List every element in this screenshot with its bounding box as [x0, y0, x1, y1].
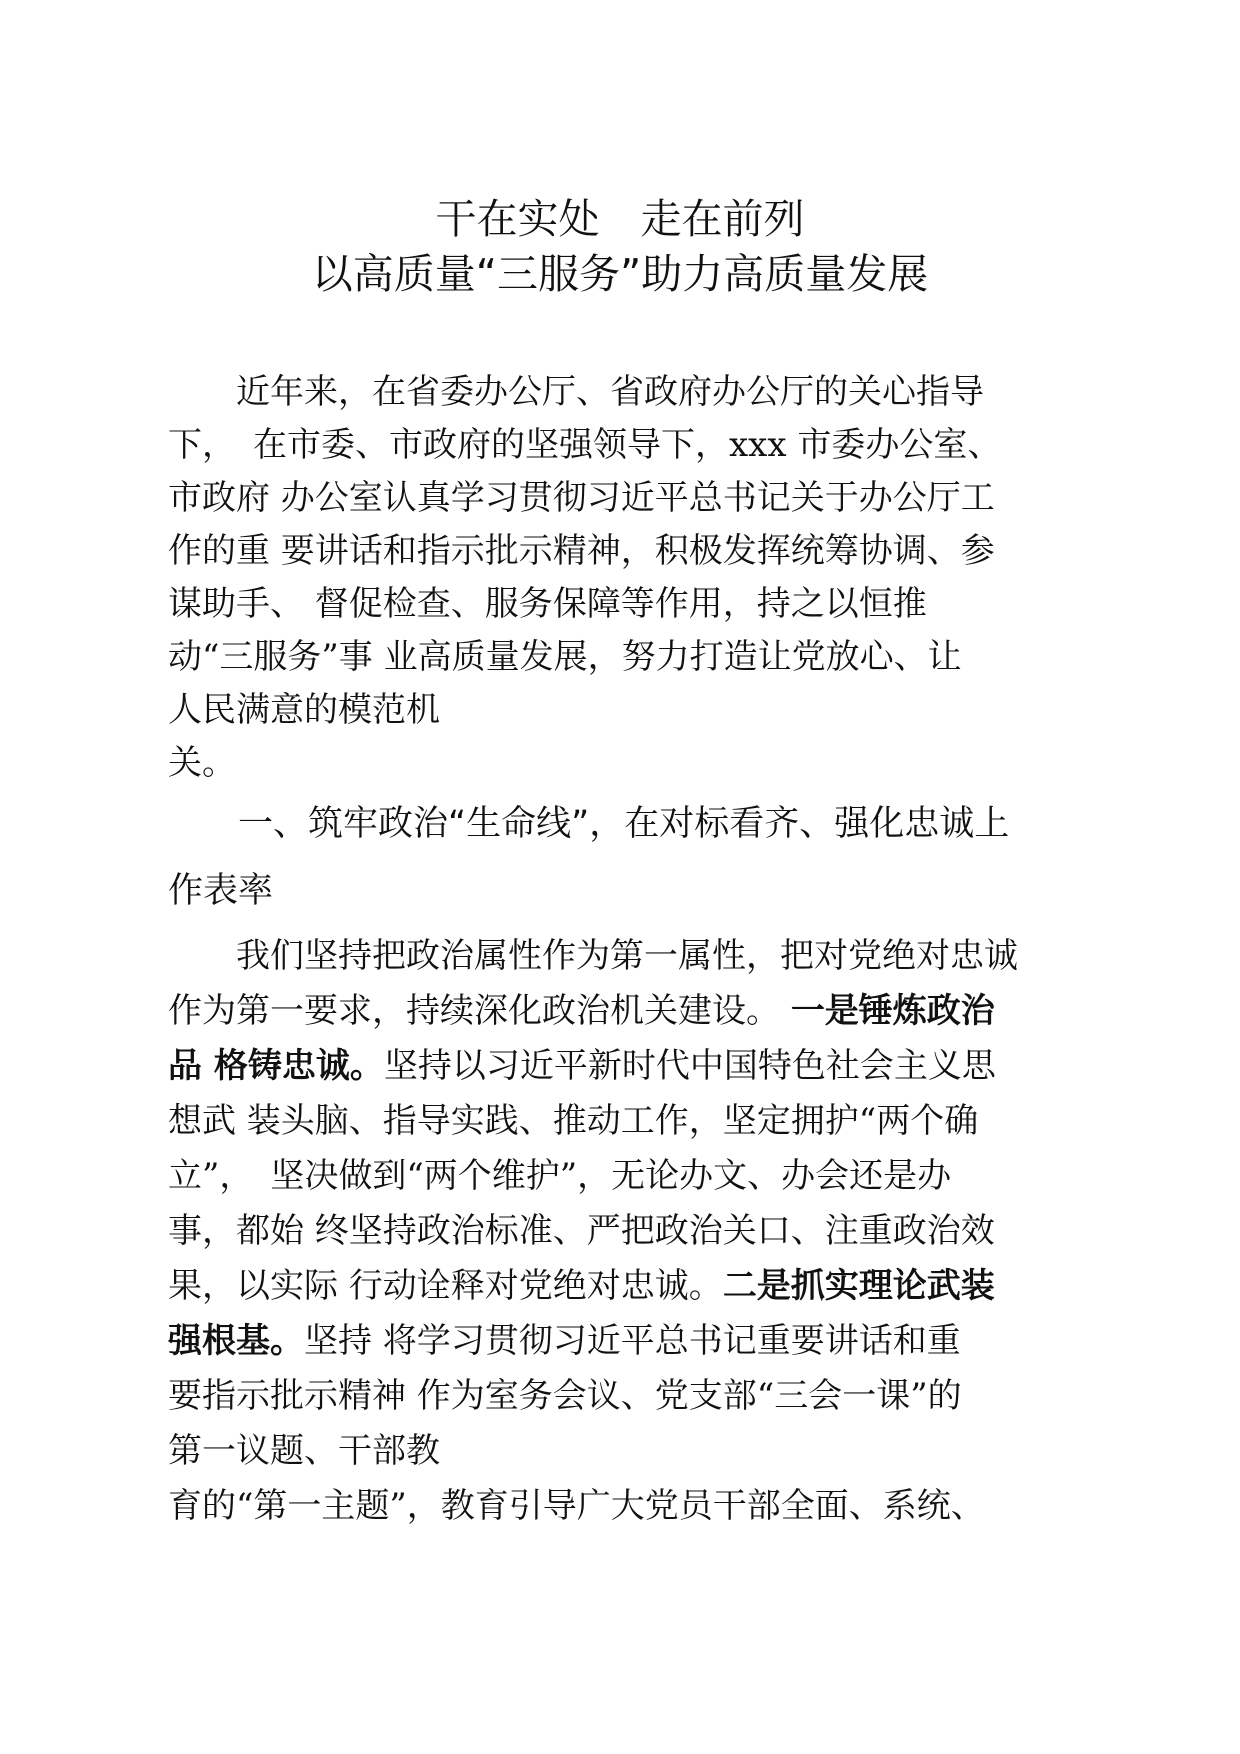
- para-text: 作为第一要求，持续深化政治机关建设。: [168, 991, 791, 1031]
- section-para-line-7: [168, 1266, 995, 1306]
- para-text: 坚持 将学习贯彻习近平总书记重要讲话和重: [304, 1321, 961, 1361]
- section-para-line-9: 要指示批示精神 作为室务会议、党支部“三会一课”的: [168, 1376, 962, 1416]
- section-para-line-8: [168, 1321, 961, 1361]
- section-para-line-6: 事，都始 终坚持政治标准、严把政治关口、注重政治效: [168, 1211, 995, 1251]
- section-para-line-4: 想武 装头脑、指导实践、推动工作，坚定拥护“两个确: [168, 1101, 979, 1141]
- section-heading-line-1: 一、筑牢政治“生命线”，在对标看齐、强化忠诚上: [168, 804, 1010, 844]
- intro-line-3: 市政府 办公室认真学习贯彻习近平总书记关于办公厅工: [168, 478, 995, 518]
- bold-point-1-cont: 品 格铸忠诚。: [168, 1046, 384, 1086]
- bold-point-2: 二是抓实理论武装: [722, 1266, 995, 1306]
- section-para-line-3: [168, 1046, 996, 1086]
- section-para-line-1: 我们坚持把政治属性作为第一属性，把对党绝对忠诚: [168, 936, 1018, 976]
- para-text: 坚持以习近平新时代中国特色社会主义思: [383, 1046, 996, 1086]
- intro-line-7: 人民满意的模范机: [168, 690, 440, 730]
- section-heading-line-2: 作表率: [168, 871, 274, 911]
- para-text: 果，以实际 行动诠释对党绝对忠诚。: [168, 1266, 723, 1306]
- section-para-line-2: [168, 991, 995, 1031]
- section-para-line-5: 立”， 坚决做到“两个维护”，无论办文、办会还是办: [168, 1156, 952, 1196]
- intro-line-5: 谋助手、 督促检查、服务保障等作用，持之以恒推: [168, 584, 927, 624]
- intro-line-1: 近年来，在省委办公厅、省政府办公厅的关心指导: [168, 372, 984, 412]
- intro-line-4: 作的重 要讲话和指示批示精神，积极发挥统筹协调、参: [168, 531, 995, 571]
- intro-line-2: 下， 在市委、市政府的坚强领导下，xxx 市委办公室、: [168, 425, 1002, 465]
- intro-line-6: 动“三服务”事 业高质量发展，努力打造让党放心、让: [168, 637, 962, 677]
- intro-line-8: 关。: [168, 743, 236, 783]
- title-line-2: 以高质量“三服务”助力高质量发展: [311, 250, 929, 298]
- section-para-line-11: 育的“第一主题”，教育引导广大党员干部全面、系统、: [168, 1486, 985, 1526]
- bold-point-1: 一是锤炼政治: [790, 991, 995, 1031]
- section-para-line-10: 第一议题、干部教: [168, 1431, 440, 1471]
- bold-point-2-cont: 强根基。: [168, 1321, 304, 1361]
- title-line-1: 干在实处 走在前列: [435, 195, 805, 243]
- document-title: [0, 192, 1240, 302]
